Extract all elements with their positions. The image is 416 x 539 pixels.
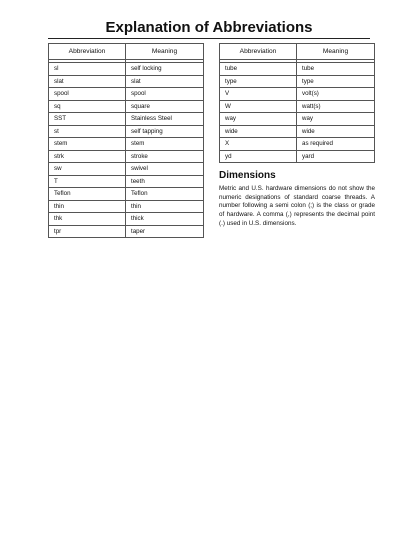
header-abbreviation: Abbreviation	[49, 44, 126, 60]
table-row	[49, 175, 204, 188]
meaning-cell: stroke	[126, 150, 204, 163]
dimensions-paragraph: Metric and U.S. hardware dimensions do not show the numeric designations of standard coarse threads. A number following a semi colon (;) is the class or grade of hardware. A comma (,) represents the decimal point (.) used in U.S. dimensions.	[219, 185, 375, 227]
abbreviation-cell: T	[49, 175, 126, 188]
abbreviation-cell: sw	[49, 163, 126, 176]
meaning-cell: type	[297, 75, 375, 88]
abbreviation-cell: sl	[49, 63, 126, 76]
table-row	[49, 125, 204, 138]
meaning-cell: slat	[126, 75, 204, 88]
table-row	[220, 113, 375, 126]
table-row	[49, 75, 204, 88]
title-divider	[48, 38, 370, 39]
meaning-cell: spool	[126, 88, 204, 101]
table-row	[49, 113, 204, 126]
meaning-cell: square	[126, 100, 204, 113]
table-row	[220, 88, 375, 101]
meaning-cell: self tapping	[126, 125, 204, 138]
table-row	[220, 138, 375, 151]
table-row	[220, 125, 375, 138]
abbreviation-cell: Teflon	[49, 188, 126, 201]
abbreviation-cell: strk	[49, 150, 126, 163]
table-row	[49, 163, 204, 176]
table-row	[49, 100, 204, 113]
table-row	[220, 75, 375, 88]
table-row	[49, 138, 204, 151]
abbreviation-cell: thin	[49, 200, 126, 213]
abbreviation-table-right	[219, 43, 375, 163]
table-row	[49, 88, 204, 101]
meaning-cell: as required	[297, 138, 375, 151]
abbreviation-cell: wide	[220, 125, 297, 138]
table-row	[49, 200, 204, 213]
abbreviation-cell: type	[220, 75, 297, 88]
header-meaning: Meaning	[297, 44, 375, 60]
table-row	[220, 150, 375, 163]
abbreviation-cell: tpr	[49, 225, 126, 238]
meaning-cell: taper	[126, 225, 204, 238]
meaning-cell: tube	[297, 63, 375, 76]
table-row	[49, 213, 204, 226]
abbreviation-cell: SST	[49, 113, 126, 126]
abbreviation-cell: V	[220, 88, 297, 101]
abbreviation-cell: sq	[49, 100, 126, 113]
abbreviation-table-left	[48, 43, 204, 238]
table-row	[220, 63, 375, 76]
table-header-row	[49, 44, 204, 60]
table-header-row	[220, 44, 375, 60]
abbreviation-cell: W	[220, 100, 297, 113]
abbreviation-cell: slat	[49, 75, 126, 88]
abbreviation-rows-right	[220, 60, 375, 163]
abbreviation-cell: stem	[49, 138, 126, 151]
table-row	[49, 63, 204, 76]
meaning-cell: Stainless Steel	[126, 113, 204, 126]
meaning-cell: way	[297, 113, 375, 126]
meaning-cell: teeth	[126, 175, 204, 188]
abbreviation-cell: thk	[49, 213, 126, 226]
meaning-cell: stem	[126, 138, 204, 151]
meaning-cell: self locking	[126, 63, 204, 76]
table-row	[49, 225, 204, 238]
table-row	[220, 100, 375, 113]
page-title: Explanation of Abbreviations	[105, 19, 313, 36]
abbreviation-cell: yd	[220, 150, 297, 163]
abbreviation-cell: tube	[220, 63, 297, 76]
meaning-cell: wide	[297, 125, 375, 138]
meaning-cell: swivel	[126, 163, 204, 176]
abbreviation-cell: st	[49, 125, 126, 138]
meaning-cell: yard	[297, 150, 375, 163]
meaning-cell: thin	[126, 200, 204, 213]
meaning-cell: watt(s)	[297, 100, 375, 113]
meaning-cell: thick	[126, 213, 204, 226]
abbreviation-rows-left	[49, 60, 204, 238]
dimensions-heading: Dimensions	[219, 170, 276, 181]
table-row	[49, 150, 204, 163]
abbreviation-cell: way	[220, 113, 297, 126]
header-meaning: Meaning	[126, 44, 204, 60]
abbreviation-cell: X	[220, 138, 297, 151]
meaning-cell: volt(s)	[297, 88, 375, 101]
table-row	[49, 188, 204, 201]
header-abbreviation: Abbreviation	[220, 44, 297, 60]
abbreviation-cell: spool	[49, 88, 126, 101]
meaning-cell: Teflon	[126, 188, 204, 201]
